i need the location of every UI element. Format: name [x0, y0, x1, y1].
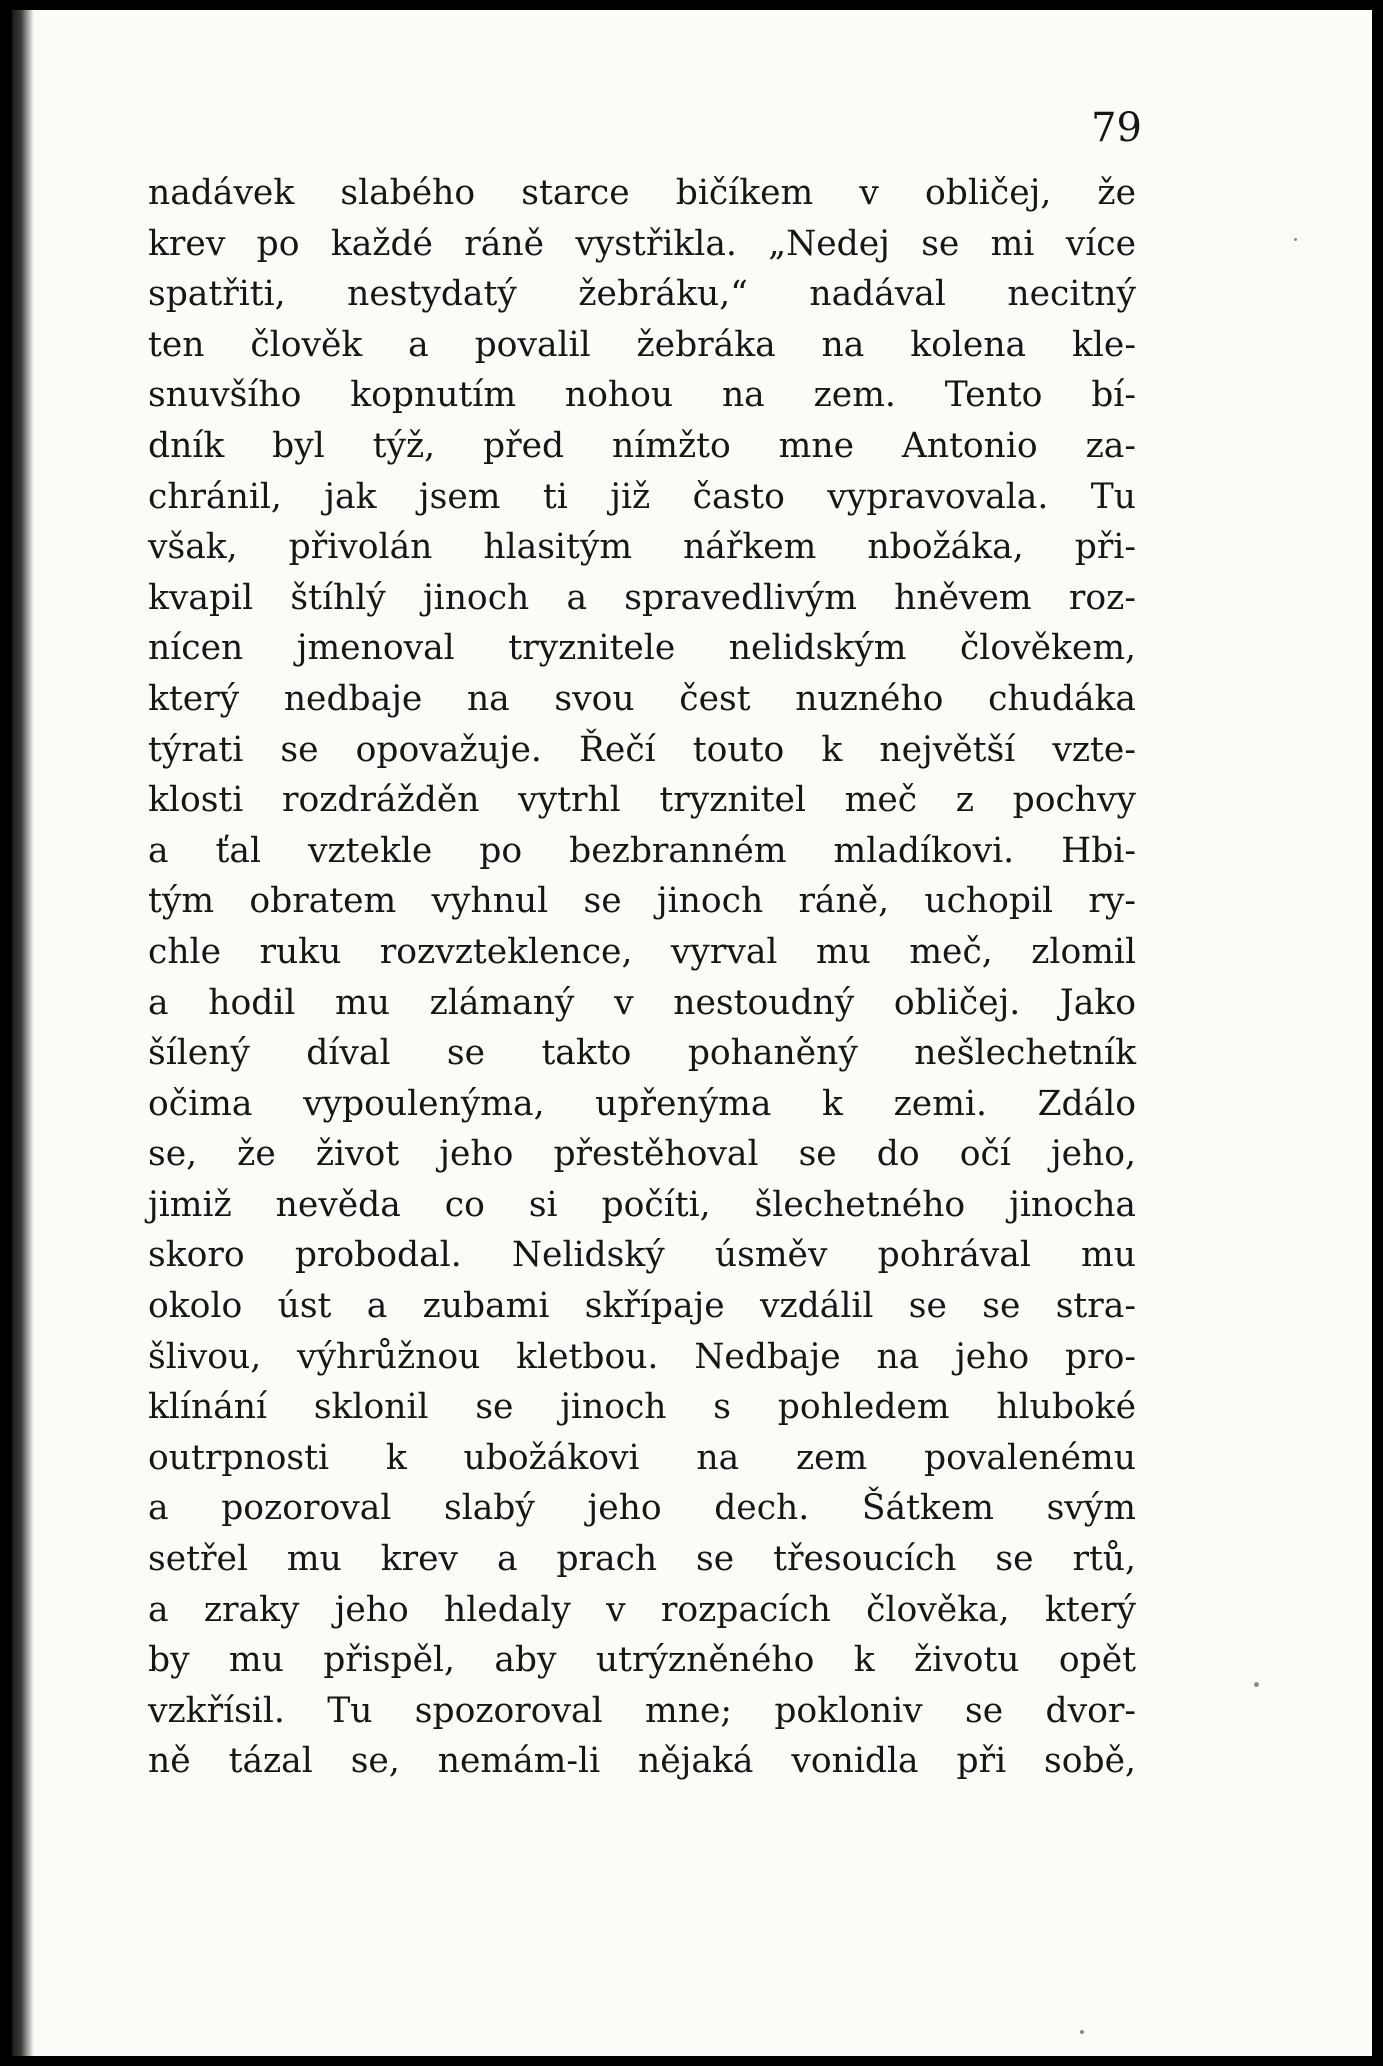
text-line: týrati se opovažuje. Řečí touto k největší vzte- — [148, 729, 1136, 770]
text-line: šílený díval se takto pohaněný nešlechetník — [148, 1033, 1136, 1074]
text-line: setřel mu krev a prach se třesoucích se rtů, — [148, 1539, 1136, 1580]
text-line: vzkřísil. Tu spozoroval mne; pokloniv se dvor- — [148, 1690, 1136, 1731]
text-line: očima vypoulenýma, upřenýma k zemi. Zdálo — [148, 1083, 1136, 1124]
text-line: kvapil štíhlý jinoch a spravedlivým hněvem roz- — [148, 577, 1136, 618]
text-line: ně tázal se, nemám-li nějaká vonidla při sobě, — [148, 1741, 1136, 1782]
text-line: nícen jmenoval tryznitele nelidským člověkem, — [148, 628, 1136, 669]
text-line: a ťal vztekle po bezbranném mladíkovi. Hbi- — [148, 830, 1136, 871]
text-line: ten člověk a povalil žebráka na kolena kle- — [148, 324, 1136, 365]
text-line: však, přivolán hlasitým nářkem nbožáka, při- — [148, 527, 1136, 568]
text-line: a pozoroval slabý jeho dech. Šátkem svým — [148, 1488, 1136, 1529]
text-line: nadávek slabého starce bičíkem v obličej, že — [148, 173, 1136, 213]
binding-edge — [12, 10, 34, 2056]
text-line: chránil, jak jsem ti již často vypravovala. Tu — [148, 476, 1136, 517]
body-text — [148, 168, 1136, 1787]
text-line: a hodil mu zlámaný v nestoudný obličej. Jako — [148, 982, 1136, 1023]
text-line: klínání sklonil se jinoch s pohledem hluboké — [148, 1387, 1136, 1428]
text-line: spatřiti, nestydatý žebráku,“ nadával necitný — [148, 274, 1136, 315]
paper-speck — [1080, 2030, 1084, 2034]
text-line: jimiž nevěda co si počíti, šlechetného jinocha — [148, 1184, 1136, 1225]
text-line: krev po každé ráně vystřikla. „Nedej se mi více — [148, 223, 1136, 264]
text-line: skoro probodal. Nelidský úsměv pohrával mu — [148, 1235, 1136, 1276]
text-line: klosti rozdrážděn vytrhl tryznitel meč z pochvy — [148, 780, 1136, 821]
text-line: dník byl týž, před nímžto mne Antonio za- — [148, 425, 1136, 466]
text-line: by mu přispěl, aby utrýzněného k životu opět — [148, 1640, 1136, 1681]
text-line: šlivou, výhrůžnou kletbou. Nedbaje na jeho pro- — [148, 1336, 1136, 1377]
paper-speck — [1254, 1682, 1259, 1687]
text-line: okolo úst a zubami skřípaje vzdálil se se stra- — [148, 1286, 1136, 1327]
text-line: tým obratem vyhnul se jinoch ráně, uchopil ry- — [148, 881, 1136, 922]
page-number: 79 — [1091, 105, 1142, 151]
text-line: a zraky jeho hledaly v rozpacích člověka, který — [148, 1589, 1136, 1630]
text-line: který nedbaje na svou čest nuzného chudáka — [148, 678, 1136, 719]
text-line: se, že život jeho přestěhoval se do očí jeho, — [148, 1134, 1136, 1175]
paper-speck — [1294, 238, 1297, 241]
text-line: snuvšího kopnutím nohou na zem. Tento bí- — [148, 375, 1136, 416]
book-page — [12, 10, 1372, 2056]
text-line: chle ruku rozvzteklence, vyrval mu meč, zlomil — [148, 931, 1136, 972]
text-line: outrpnosti k ubožákovi na zem povalenému — [148, 1437, 1136, 1478]
